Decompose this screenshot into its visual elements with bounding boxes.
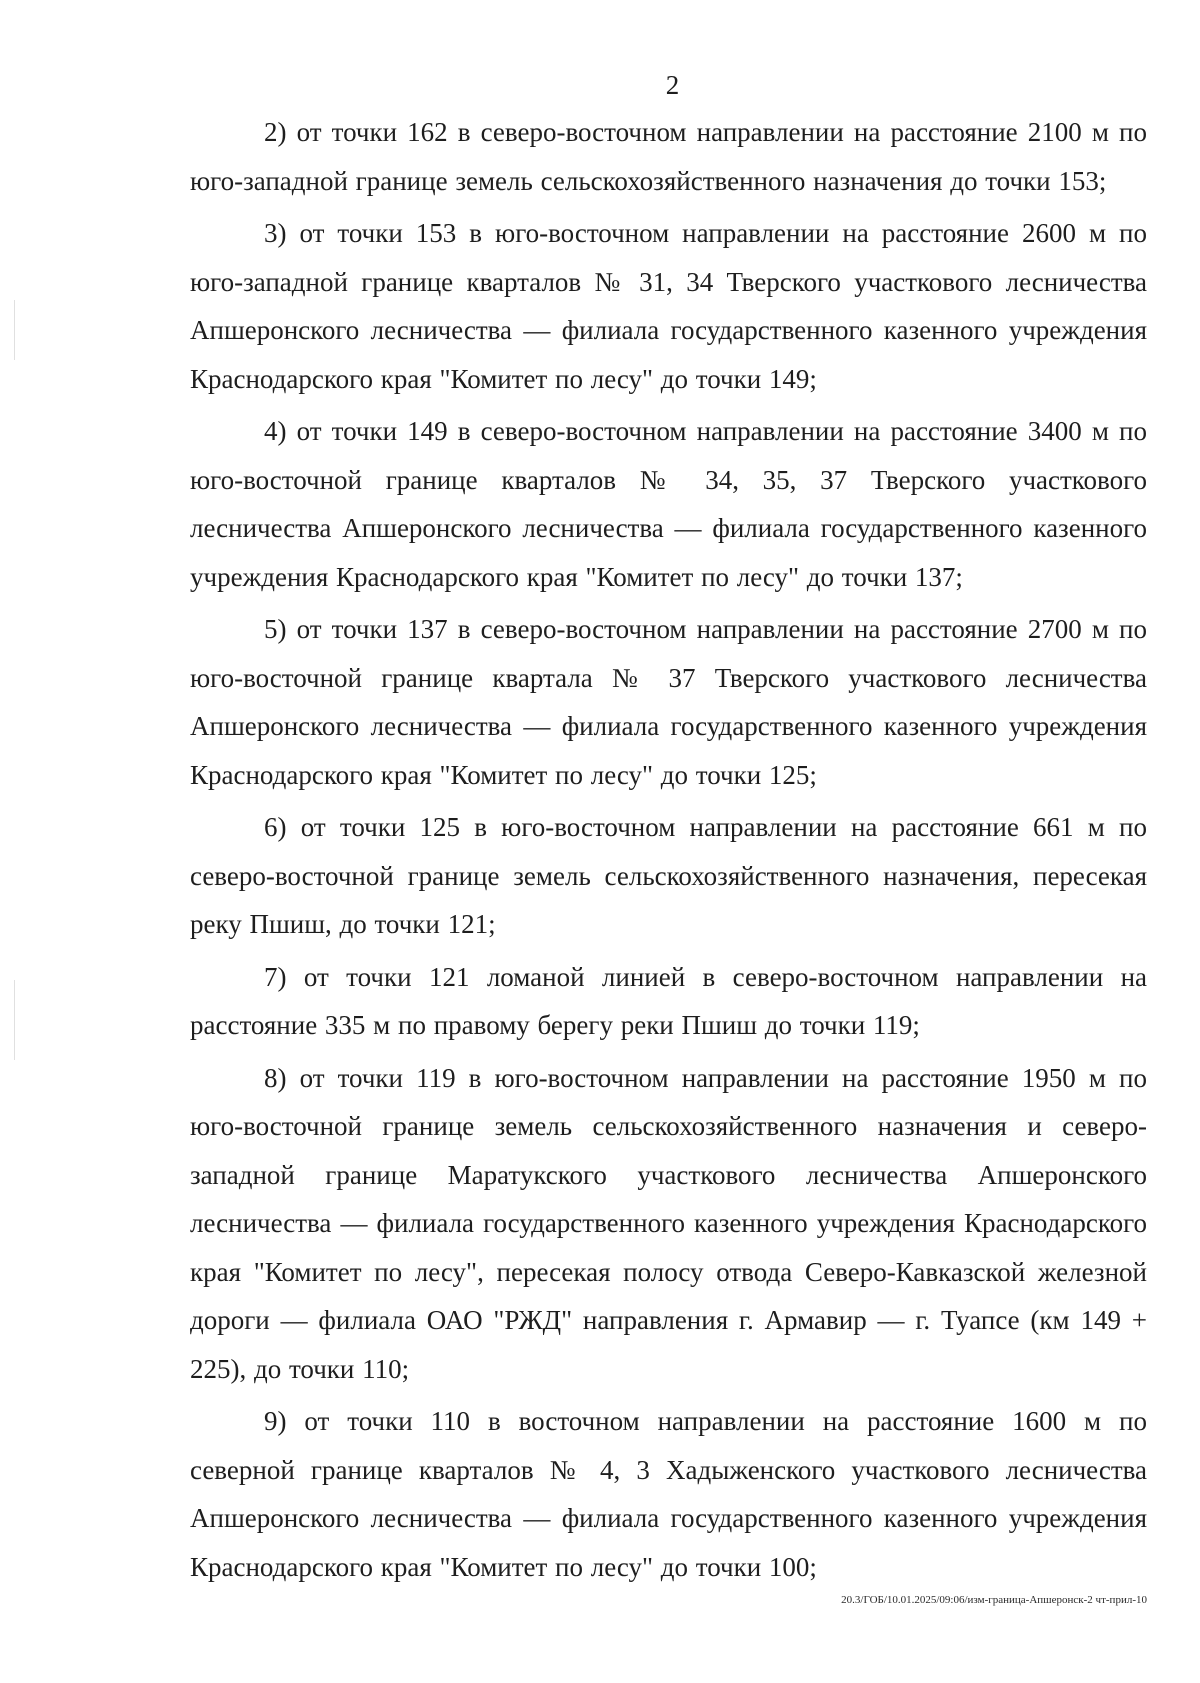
paragraph-7: 7) от точки 121 ломаной линией в северо-восточном направлении на расстояние 335 м по правому берегу реки Пшиш до точки 119; xyxy=(190,961,1147,1040)
paragraph-8: 8) от точки 119 в юго-восточном направлении на расстояние 1950 м по юго-восточной границе земель сельскохозяйственного назначения и северо-западной границе Маратукского участкового лесничества Апшеронского лесничества — филиала государственного казенного учреждения Краснодарского края "Комитет по лесу", пересекая полосу отвода Северо-Кавказской железной дороги — филиала ОАО "РЖД" направления г. Армавир — г. Туапсе (км 149 + 225), до точки 110; xyxy=(190,1062,1147,1384)
scan-artifact xyxy=(14,980,15,1060)
document-reference-footer: 20.3/ГОБ/10.01.2025/09:06/изм-граница-Апшеронск-2 чт-прил-10 xyxy=(841,1594,1147,1606)
scan-artifact xyxy=(14,300,15,360)
paragraph-6: 6) от точки 125 в юго-восточном направлении на расстояние 661 м по северо-восточной границе земель сельскохозяйственного назначения, пересекая реку Пшиш, до точки 121; xyxy=(190,812,1147,939)
paragraph-4: 4) от точки 149 в северо-восточном направлении на расстояние 3400 м по юго-восточной границе кварталов № 34, 35, 37 Тверского участкового лесничества Апшеронского лесничества — филиала государственного казенного учреждения Краснодарского края "Комитет по лесу" до точки 137; xyxy=(190,416,1147,592)
page-number: 2 xyxy=(665,70,680,100)
document-body xyxy=(190,108,1147,1595)
paragraph-3: 3) от точки 153 в юго-восточном направлении на расстояние 2600 м по юго-западной границе кварталов № 31, 34 Тверского участкового лесничества Апшеронского лесничества — филиала государственного казенного учреждения Краснодарского края "Комитет по лесу" до точки 149; xyxy=(190,218,1147,394)
paragraph-9: 9) от точки 110 в восточном направлении на расстояние 1600 м по северной границе кварталов № 4, 3 Хадыженского участкового лесничества Апшеронского лесничества — филиала государственного казенного учреждения Краснодарского края "Комитет по лесу" до точки 100; xyxy=(190,1406,1147,1582)
paragraph-2: 2) от точки 162 в северо-восточном направлении на расстояние 2100 м по юго-западной границе земель сельскохозяйственного назначения до точки 153; xyxy=(190,117,1147,196)
paragraph-5: 5) от точки 137 в северо-восточном направлении на расстояние 2700 м по юго-восточной границе квартала № 37 Тверского участкового лесничества Апшеронского лесничества — филиала государственного казенного учреждения Краснодарского края "Комитет по лесу" до точки 125; xyxy=(190,614,1147,790)
